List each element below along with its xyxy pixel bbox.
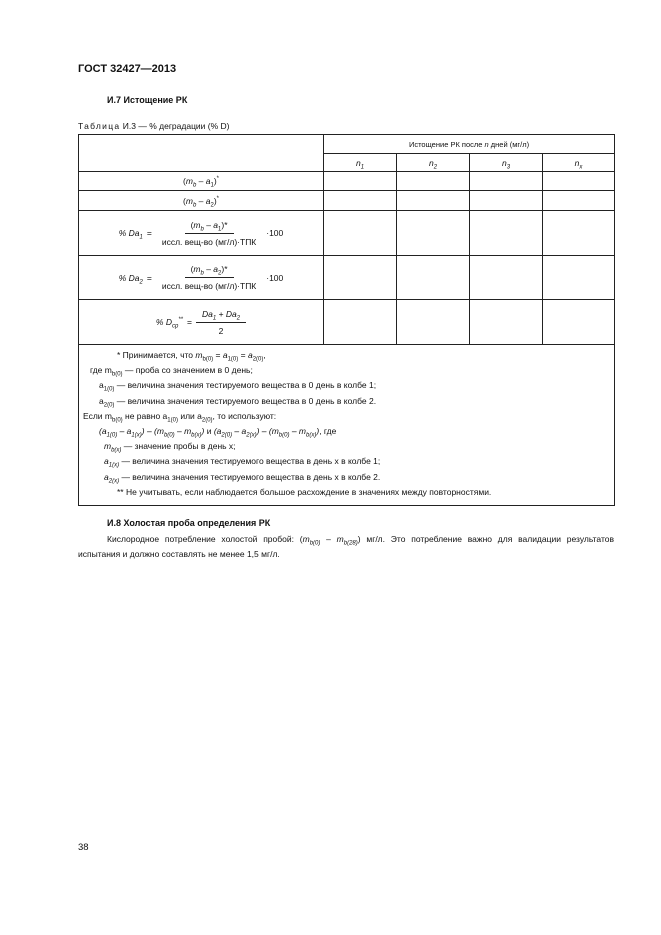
table-caption [78,121,230,131]
table-row [79,256,615,300]
blank-sample-paragraph: Кислородное потребление холостой пробой: $(m_{b(0)} - m_{b(28)})$ мг/л. Это потребление важно для валидации результатов испытания и должно составлять не менее 1,5 мг/л. [78,534,615,559]
note-5: Если $m_{b(0)}$ не равно $a_{1(0)}$ или $a_{2(0)}$, то используют: [83,410,277,424]
table-row [79,172,615,191]
formula-percent-d-average: % $D_{ср}^{**}$ = $\frac{Da_1 + Da_2}{2}$ [79,300,324,345]
table-row [79,300,615,345]
table-row [79,211,615,256]
table-notes-row [79,345,615,506]
table-caption-prefix: Таблица [78,121,121,131]
note-10: ** Не учитывать, если наблюдается большое расхождение в значениях между повторностями. [117,486,492,497]
note-7: $m_{b(x)}$ — значение пробы в день x; [104,441,236,454]
formula-percent-da1: % $Da_1$ = $\frac{(m_b - a_1)*}{\text{иссл. вещ-во (мг/л)·ТПК}}$ ·100 [79,211,324,256]
section-title-i8: И.8 Холостая проба определения РК [107,518,271,528]
column-header-n2: $n_2$ [397,154,470,172]
formula-percent-da2: % $Da_2$ = $\frac{(m_b - a_2)*}{\text{иссл. вещ-во (мг/л)·ТПК}}$ ·100 [79,256,324,300]
table-notes [79,345,615,506]
column-header-n1: $n_1$ [324,154,397,172]
page-number: 38 [78,842,89,853]
column-header-n3: $n_3$ [470,154,543,172]
document-header: ГОСТ 32427—2013 [78,63,177,75]
table-caption-text: И.3 — % деградации (% D) [120,121,230,131]
table-corner-cell [79,135,324,172]
note-3: $a_{1(0)}$ — величина значения тестируемого вещества в 0 день в колбе 1; [99,380,377,394]
formula-mb-minus-a1: $(m_b - a_1)^*$ [79,172,324,191]
note-9: $a_{2(x)}$ — величина значения тестируемого вещества в день x в колбе 2. [104,471,381,485]
table-row [79,191,615,211]
note-4: $a_{2(0)}$ — величина значения тестируемого вещества в 0 день в колбе 2. [99,395,377,409]
note-8: $a_{1(x)}$ — величина значения тестируемого вещества в день x в колбе 1; [104,456,381,470]
note-1: * Принимается, что $m_{b(0)} = a_{1(0)} = a_{2(0)}$, [117,350,266,363]
note-6: $(a_{1(0)} - a_{1(x)}) - (m_{b(0)} - m_{b(x)})$ и $(a_{2(0)} - a_{2(x)}) - (m_{b(0)} - m_{b(x)})$, где [99,426,337,439]
degradation-table [78,134,615,506]
note-2: где $m_{b(0)}$ — проба со значением в 0 день; [90,365,253,378]
formula-mb-minus-a2: $(m_b - a_2)^*$ [79,191,324,211]
table-group-header: Истощение РК после n дней (мг/л) [324,135,615,154]
column-header-nx: $n_x$ [543,154,615,172]
section-title-i7: И.7 Истощение РК [107,95,188,105]
